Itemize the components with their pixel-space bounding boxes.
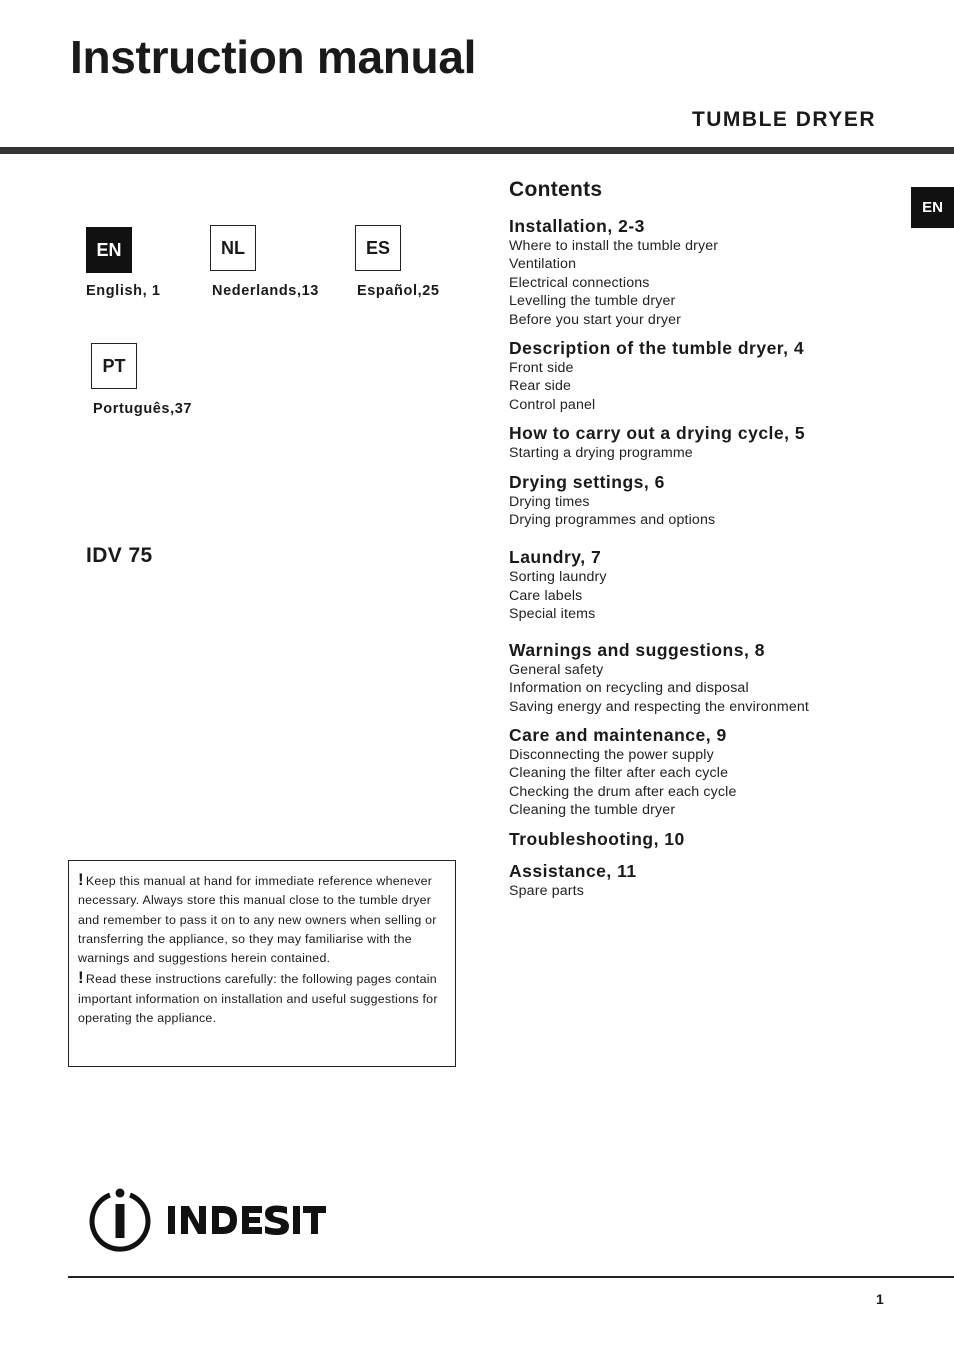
- toc-item[interactable]: Disconnecting the power supply: [509, 746, 714, 763]
- toc-item[interactable]: Care labels: [509, 587, 583, 604]
- indesit-wordmark: [168, 1206, 326, 1236]
- toc-item[interactable]: Electrical connections: [509, 274, 650, 291]
- language-box-es[interactable]: ES: [355, 225, 401, 271]
- language-box-en[interactable]: EN: [86, 227, 132, 273]
- toc-section-title[interactable]: Troubleshooting, 10: [509, 828, 685, 849]
- toc-section-assistance: [509, 861, 909, 900]
- toc-item[interactable]: Information on recycling and disposal: [509, 680, 749, 697]
- toc-section-drying-settings: [509, 472, 909, 530]
- toc-item[interactable]: Special items: [509, 606, 596, 623]
- toc-section-drying-cycle: [509, 423, 909, 462]
- notice-paragraph: [78, 968, 447, 1028]
- toc-item[interactable]: Where to install the tumble dryer: [509, 238, 719, 254]
- toc-section-title[interactable]: Warnings and suggestions, 8: [509, 639, 765, 660]
- notice-text: Read these instructions carefully: the following pages contain important information on installation and useful suggestions for operating the appliance.: [78, 972, 438, 1026]
- footer-divider: [68, 1276, 954, 1278]
- exclamation-icon: !: [78, 870, 84, 889]
- toc-section-title[interactable]: How to carry out a drying cycle, 5: [509, 423, 806, 444]
- product-type: TUMBLE DRYER: [691, 108, 876, 131]
- exclamation-icon: !: [78, 968, 84, 988]
- toc-section-title[interactable]: Care and maintenance, 9: [509, 724, 727, 745]
- toc-item[interactable]: Spare parts: [509, 882, 584, 899]
- toc-item[interactable]: Cleaning the filter after each cycle: [509, 765, 729, 782]
- toc-section-title[interactable]: Description of the tumble dryer, 4: [509, 338, 805, 359]
- toc-item[interactable]: Before you start your dryer: [509, 311, 682, 328]
- toc-section-laundry: [509, 547, 909, 623]
- language-label-es: Español,25: [357, 283, 440, 299]
- toc-section-title[interactable]: Assistance, 11: [509, 860, 637, 881]
- toc-section-title[interactable]: Laundry, 7: [509, 547, 602, 568]
- language-side-tab[interactable]: EN: [911, 187, 954, 228]
- toc-item[interactable]: Front side: [509, 360, 574, 377]
- header-divider: [0, 147, 954, 154]
- contents-heading: Contents: [509, 178, 603, 201]
- toc-item[interactable]: Sorting laundry: [509, 569, 607, 586]
- language-box-nl[interactable]: NL: [210, 225, 256, 271]
- toc-item[interactable]: Levelling the tumble dryer: [509, 293, 676, 310]
- language-label-nl: Nederlands,13: [212, 283, 319, 299]
- toc-item[interactable]: Drying programmes and options: [509, 512, 716, 529]
- language-box-pt[interactable]: PT: [91, 343, 137, 389]
- toc-item[interactable]: Ventilation: [509, 256, 577, 273]
- table-of-contents: [509, 178, 909, 909]
- toc-item[interactable]: Control panel: [509, 396, 596, 413]
- indesit-logo: [88, 1186, 328, 1252]
- toc-item[interactable]: Cleaning the tumble dryer: [509, 802, 676, 819]
- notice-box: [68, 860, 456, 1067]
- toc-item[interactable]: Checking the drum after each cycle: [509, 783, 737, 800]
- indesit-logo-icon: [92, 1189, 148, 1250]
- toc-item[interactable]: Drying times: [509, 493, 590, 510]
- language-label-pt: Português,37: [93, 401, 193, 417]
- page-number: 1: [876, 1291, 884, 1307]
- toc-section-care: [509, 725, 909, 820]
- notice-paragraph: [78, 870, 447, 968]
- toc-section-title[interactable]: Drying settings, 6: [509, 471, 665, 492]
- toc-item[interactable]: General safety: [509, 661, 604, 678]
- toc-section-troubleshooting: [509, 829, 909, 850]
- toc-item[interactable]: Saving energy and respecting the environment: [509, 698, 809, 715]
- language-label-en: English, 1: [86, 283, 161, 299]
- toc-section-warnings: [509, 640, 909, 716]
- toc-section-installation: [509, 216, 909, 329]
- page-title: Instruction manual: [70, 31, 477, 83]
- toc-section-title[interactable]: Installation, 2-3: [509, 216, 645, 236]
- toc-section-description: [509, 338, 909, 414]
- toc-item[interactable]: Rear side: [509, 378, 572, 395]
- notice-text: Keep this manual at hand for immediate reference whenever necessary. Always store this manual close to the tumble dryer and remember to pass it on to any new owners when selling or transferring the appliance, so they may familiarise with the warnings and suggestions herein contained.: [78, 874, 437, 966]
- toc-item[interactable]: Starting a drying programme: [509, 445, 693, 462]
- model-number: IDV 75: [86, 544, 153, 567]
